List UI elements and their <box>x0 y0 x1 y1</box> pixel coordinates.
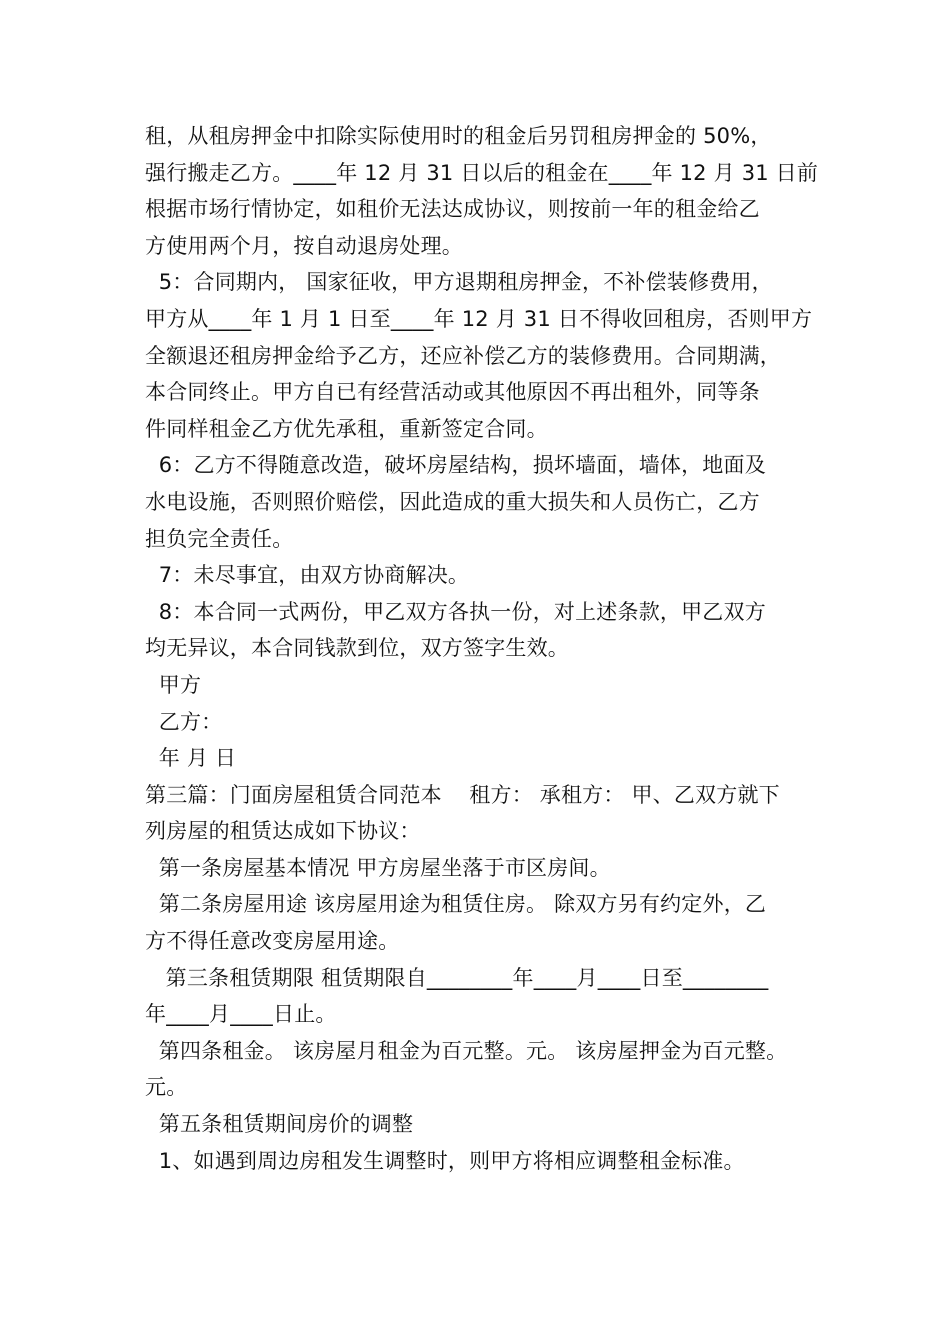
article-5: 第五条租赁期间房价的调整 <box>145 1112 414 1137</box>
text-line: 强行搬走乙方。____年 12 月 31 日以后的租金在____年 12 月 31 日前 <box>145 160 819 185</box>
clause-8: 8：本合同一式两份，甲乙双方各执一份，对上述条款，甲乙双方 <box>145 599 766 624</box>
text-line: 元。 <box>145 1075 188 1100</box>
clause-6: 6：乙方不得随意改造，破坏房屋结构，损坏墙面，墙体，地面及 <box>145 453 766 478</box>
text-line: 列房屋的租赁达成如下协议： <box>145 819 421 844</box>
clause-7: 7：未尽事宜，由双方协商解决。 <box>145 563 470 588</box>
text-line: 年____月____日止。 <box>145 1002 337 1027</box>
article-2: 第二条房屋用途 该房屋用途为租赁住房。 除双方另有约定外，乙 <box>145 892 767 917</box>
text-line: 件同样租金乙方优先承租，重新签定合同。 <box>145 416 548 441</box>
text-line: 方不得任意改变房屋用途。 <box>145 929 400 954</box>
text-line: 均无异议，本合同钱款到位，双方签字生效。 <box>145 636 569 661</box>
text-line: 租，从租房押金中扣除实际使用时的租金后另罚租房押金的 50%， <box>145 124 772 148</box>
article-1: 第一条房屋基本情况 甲方房屋坐落于市区房间。 <box>145 855 611 880</box>
text-line: 根据市场行情协定，如租价无法达成协议，则按前一年的租金给乙 <box>145 197 760 222</box>
text-line: 甲方从____年 1 月 1 日至____年 12 月 31 日不得收回租房，否则甲方 <box>145 306 813 331</box>
text-line: 全额退还租房押金给予乙方，还应补偿乙方的装修费用。合同期满， <box>145 343 781 368</box>
text-line: 担负完全责任。 <box>145 526 294 551</box>
clause-5: 5：合同期内， 国家征收，甲方退期租房押金，不补偿装修费用， <box>145 270 773 295</box>
article-5-item-1: 1、如遇到周边房租发生调整时，则甲方将相应调整租金标准。 <box>145 1148 745 1173</box>
signature-party-b: 乙方： <box>145 709 223 734</box>
document-page <box>145 118 825 1179</box>
text-line: 本合同终止。甲方自已有经营活动或其他原因不再出租外，同等条 <box>145 380 760 405</box>
text-line: 方使用两个月，按自动退房处理。 <box>145 233 463 258</box>
section-heading: 第三篇：门面房屋租赁合同范本 租方： 承租方： 甲、乙双方就下 <box>145 782 780 807</box>
article-3: 第三条租赁期限 租赁期限自________年____月____日至________ <box>145 965 769 990</box>
signature-party-a: 甲方 <box>145 672 202 697</box>
signature-date: 年 月 日 <box>145 746 237 771</box>
article-4: 第四条租金。 该房屋月租金为百元整。元。 该房屋押金为百元整。 <box>145 1038 788 1063</box>
text-line: 水电设施，否则照价赔偿，因此造成的重大损失和人员伤亡，乙方 <box>145 489 760 514</box>
